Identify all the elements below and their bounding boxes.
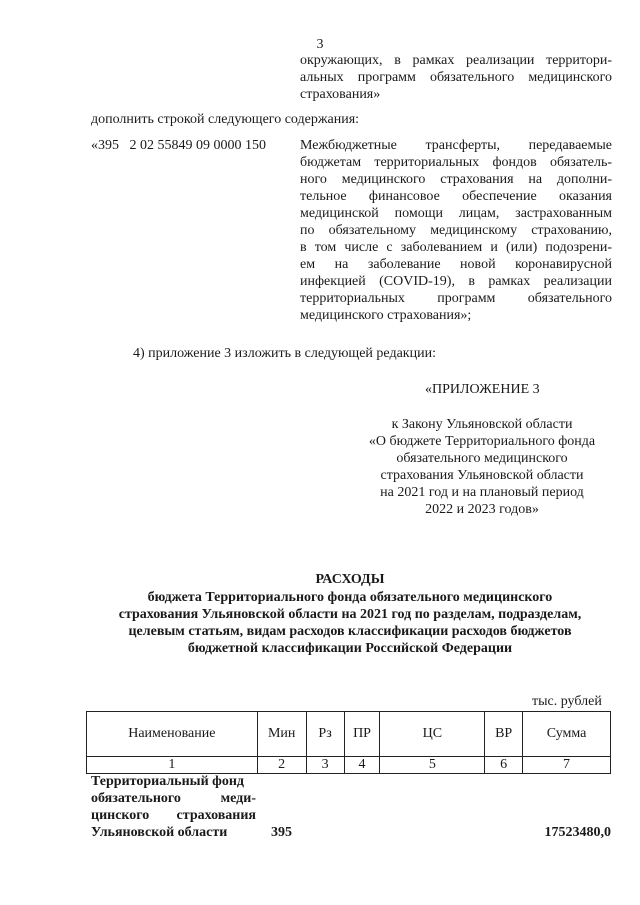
transfer-line-1: Межбюджетные трансферты, передаваемые [300, 138, 612, 153]
col-number-4: 4 [344, 757, 380, 774]
table-row-fund-name [91, 773, 256, 841]
subheading-line-4: бюджетной классификации Российской Федерации [187, 641, 513, 656]
appendix-line-1: к Закону Ульяновской области [391, 417, 573, 432]
appendix-line-6: 2022 и 2023 годов» [425, 502, 539, 517]
col-number-7: 7 [523, 757, 611, 774]
appendix-line-4: страхования Ульяновской области [380, 468, 584, 483]
col-number-2: 2 [257, 757, 306, 774]
top-line-2: альных программ обязательного медицинского [300, 70, 612, 85]
appendix-line-3: обязательного медицинского [396, 451, 568, 466]
transfer-description [300, 137, 612, 324]
col-header-vr: ВР [485, 712, 523, 757]
expenses-table-header [86, 711, 611, 774]
item-4-text: 4) приложение 3 изложить в следующей редакции: [133, 346, 436, 361]
fund-name-line-1: Территориальный фонд [91, 774, 244, 789]
col-number-3: 3 [306, 757, 344, 774]
transfer-line-10: территориальных программ обязательного [300, 291, 612, 306]
top-line-3: страхования» [300, 87, 381, 102]
transfer-line-2: бюджетам территориальных фондов обязатель- [300, 155, 612, 170]
transfer-line-11: медицинского страхования»; [300, 308, 472, 323]
transfer-line-5: медицинской помощи лицам, застрахованным [300, 206, 612, 221]
table-header-row [87, 712, 611, 757]
col-header-min: Мин [257, 712, 306, 757]
subheading-line-2: страхования Ульяновской области на 2021 год по разделам, подразделам, [118, 607, 582, 622]
document-subheading [80, 589, 620, 657]
fund-name-line-3: цинского страхования [91, 808, 256, 823]
fund-name-line-4: Ульяновской области [91, 825, 228, 840]
table-row-min-value: 395 [271, 825, 292, 840]
budget-code: «395 2 02 55849 09 0000 150 [91, 138, 266, 153]
subheading-line-3: целевым статьям, видам расходов классификации расходов бюджетов [128, 624, 572, 639]
add-line-text: дополнить строкой следующего содержания: [91, 112, 360, 127]
col-header-cs: ЦС [380, 712, 485, 757]
transfer-line-4: тельное финансовое обеспечение оказания [300, 189, 612, 204]
top-continuation [300, 52, 612, 103]
col-header-pr: ПР [344, 712, 380, 757]
appendix-line-2: «О бюджете Территориального фонда [368, 434, 596, 449]
col-number-5: 5 [380, 757, 485, 774]
document-heading: РАСХОДЫ [315, 572, 385, 587]
transfer-line-3: ного медицинского страхования на дополни- [300, 172, 612, 187]
page-number: 3 [316, 37, 324, 52]
top-line-1: окружающих, в рамках реализации территори- [300, 53, 612, 68]
table-row-sum-value: 17523480,0 [544, 825, 611, 840]
subheading-line-1: бюджета Территориального фонда обязательного медицинского [147, 590, 553, 605]
transfer-line-8: ем на заболевание новой коронавирусной [300, 257, 612, 272]
appendix-title: «ПРИЛОЖЕНИЕ 3 [425, 382, 540, 397]
transfer-line-6: по обязательному медицинскому страхованию, [300, 223, 612, 238]
transfer-line-7: в том числе с заболеванием и (или) подозрени- [300, 240, 612, 255]
units-label: тыс. рублей [532, 694, 602, 709]
col-header-rz: Рз [306, 712, 344, 757]
appendix-reference [352, 416, 612, 518]
col-number-1: 1 [87, 757, 258, 774]
fund-name-line-2: обязательного меди- [91, 791, 256, 806]
col-header-sum: Сумма [523, 712, 611, 757]
appendix-line-5: на 2021 год и на плановый период [380, 485, 584, 500]
transfer-line-9: инфекцией (COVID-19), в рамках реализации [300, 274, 612, 289]
col-header-name: Наименование [87, 712, 258, 757]
col-number-6: 6 [485, 757, 523, 774]
table-number-row [87, 757, 611, 774]
